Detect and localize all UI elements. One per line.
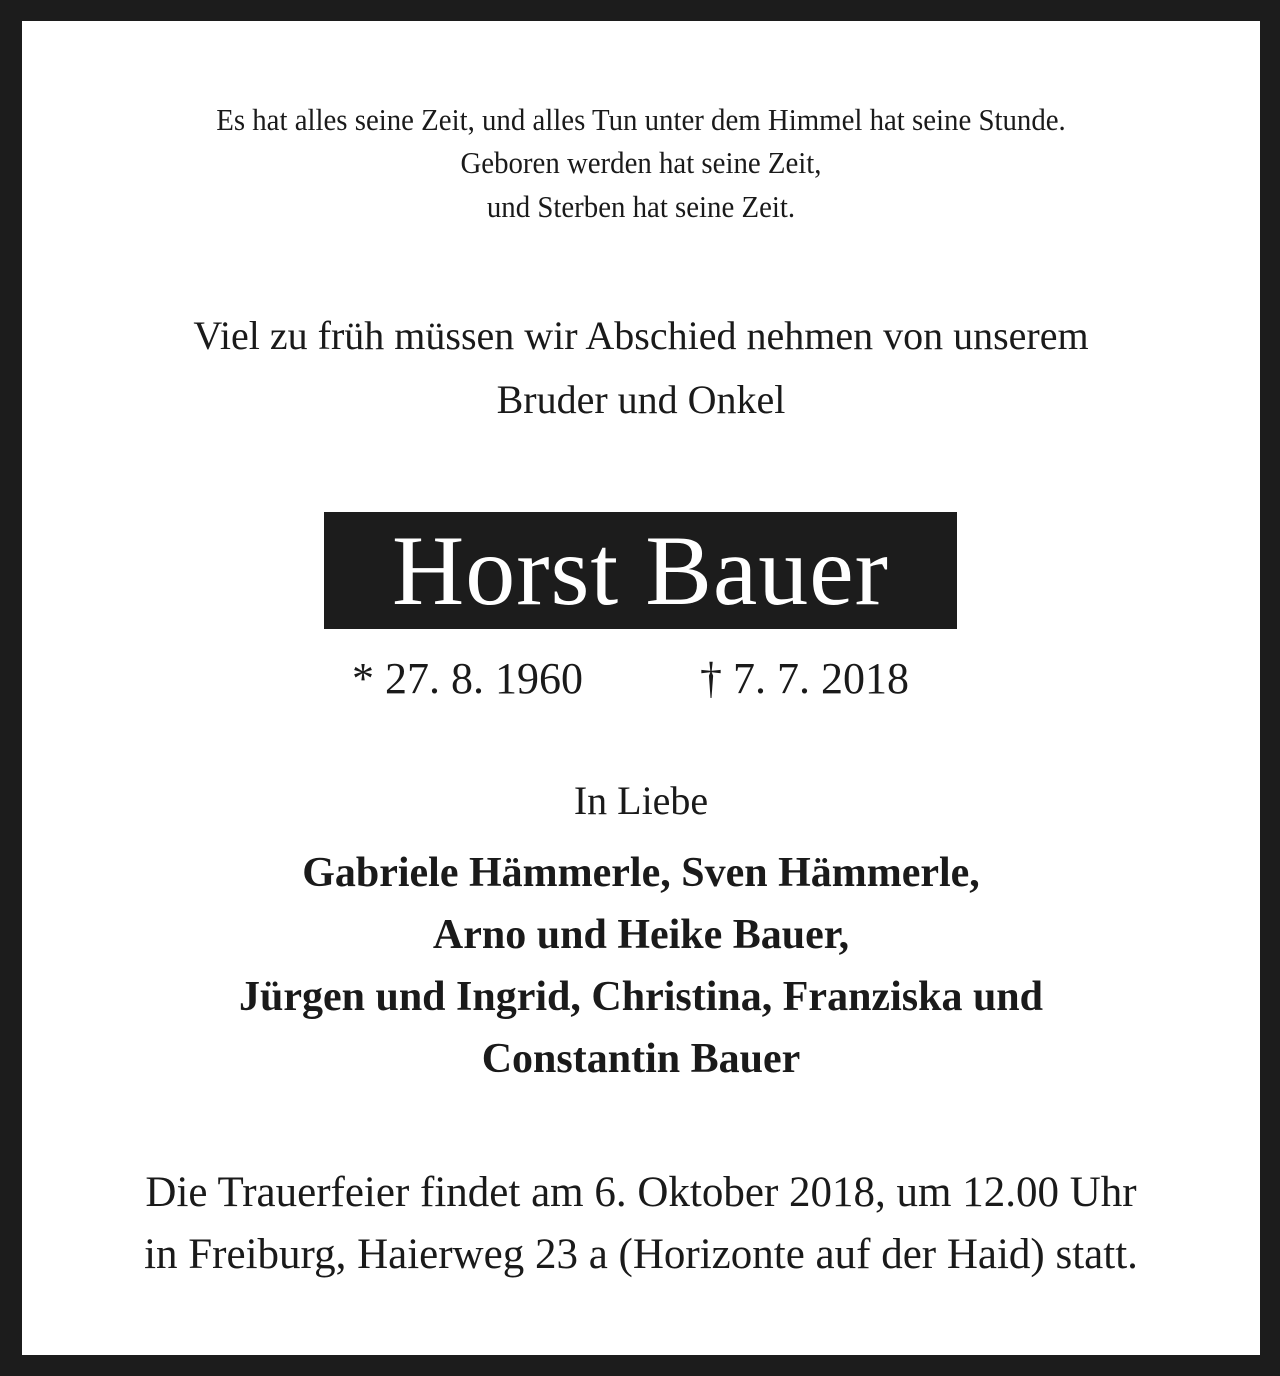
mourners-line-3: Jürgen und Ingrid, Christina, Franziska und: [238, 974, 1044, 1020]
intro-line-1: Viel zu früh müssen wir Abschied nehmen von unserem: [193, 313, 1089, 358]
mourners-line-1: Gabriele Hämmerle, Sven Hämmerle,: [302, 850, 980, 896]
obituary-card: [22, 21, 1260, 1355]
mourners-line-4: Constantin Bauer: [481, 1036, 801, 1082]
quote-line-1: Es hat alles seine Zeit, und alles Tun unter dem Himmel hat seine Stunde.: [216, 102, 1066, 137]
life-dates: [22, 649, 1260, 709]
quote-line-3: und Sterben hat seine Zeit.: [486, 189, 796, 224]
mourners-line-2: Arno und Heike Bauer,: [432, 912, 850, 958]
quote-line-2: Geboren werden hat seine Zeit,: [460, 145, 822, 180]
death-date: † 7. 7. 2018: [700, 654, 909, 703]
in-love-label: In Liebe: [573, 778, 709, 823]
funeral-line-1: Die Trauerfeier findet am 6. Oktober 2018, um 12.00 Uhr: [145, 1169, 1137, 1216]
funeral-line-2: in Freiburg, Haierweg 23 a (Horizonte auf der Haid) statt.: [144, 1231, 1138, 1278]
deceased-name: Horst Bauer: [392, 515, 889, 626]
deceased-name-banner: [324, 512, 957, 629]
intro-line-2: Bruder und Onkel: [496, 377, 786, 422]
birth-date: * 27. 8. 1960: [352, 654, 583, 703]
